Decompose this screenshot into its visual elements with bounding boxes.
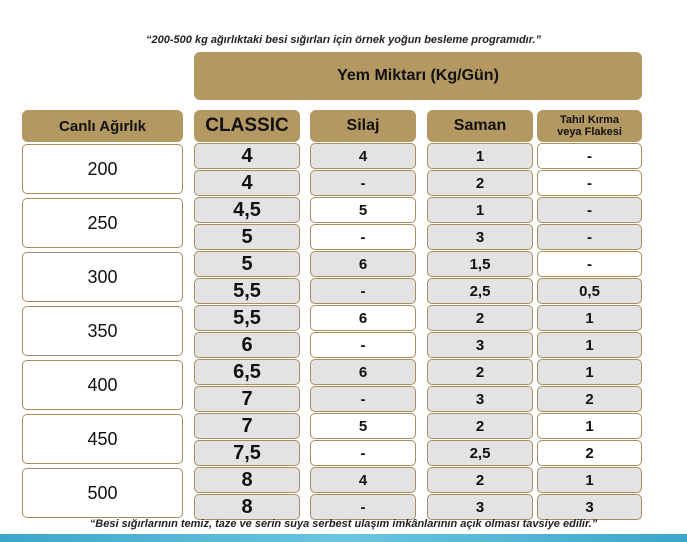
silaj-cell: - bbox=[310, 386, 416, 412]
silaj-cell: 6 bbox=[310, 305, 416, 331]
tahil-cell: 0,5 bbox=[537, 278, 642, 304]
saman-cell: 2 bbox=[427, 467, 533, 493]
weight-cell-250: 250 bbox=[22, 198, 183, 248]
saman-cell: 3 bbox=[427, 332, 533, 358]
classic-cell: 6,5 bbox=[194, 359, 300, 385]
tahil-cell: 2 bbox=[537, 386, 642, 412]
tahil-cell: 3 bbox=[537, 494, 642, 520]
top-note: “200-500 kg ağırlıktaki besi sığırları için örnek yoğun besleme programıdır.” bbox=[146, 34, 541, 46]
silaj-cell: 6 bbox=[310, 359, 416, 385]
classic-cell: 7 bbox=[194, 386, 300, 412]
header-tahil-kirma bbox=[537, 110, 642, 142]
header-silaj: Silaj bbox=[310, 110, 416, 142]
silaj-cell: - bbox=[310, 278, 416, 304]
silaj-cell: 5 bbox=[310, 197, 416, 223]
classic-cell: 5 bbox=[194, 224, 300, 250]
header-canli-agirlik: Canlı Ağırlık bbox=[22, 110, 183, 142]
tahil-cell: 1 bbox=[537, 413, 642, 439]
saman-cell: 1 bbox=[427, 197, 533, 223]
classic-cell: 5,5 bbox=[194, 305, 300, 331]
silaj-cell: - bbox=[310, 170, 416, 196]
tahil-cell: - bbox=[537, 224, 642, 250]
silaj-cell: - bbox=[310, 224, 416, 250]
saman-cell: 2,5 bbox=[427, 278, 533, 304]
weight-cell-400: 400 bbox=[22, 360, 183, 410]
saman-cell: 2 bbox=[427, 170, 533, 196]
bottom-bar bbox=[0, 534, 687, 542]
classic-cell: 7 bbox=[194, 413, 300, 439]
tahil-cell: - bbox=[537, 143, 642, 169]
silaj-cell: - bbox=[310, 494, 416, 520]
weight-cell-500: 500 bbox=[22, 468, 183, 518]
saman-cell: 3 bbox=[427, 224, 533, 250]
silaj-cell: 6 bbox=[310, 251, 416, 277]
group-header-yem-miktari: Yem Miktarı (Kg/Gün) bbox=[194, 52, 642, 100]
saman-cell: 1,5 bbox=[427, 251, 533, 277]
saman-cell: 1 bbox=[427, 143, 533, 169]
classic-cell: 4 bbox=[194, 143, 300, 169]
classic-cell: 7,5 bbox=[194, 440, 300, 466]
classic-cell: 4 bbox=[194, 170, 300, 196]
tahil-cell: - bbox=[537, 251, 642, 277]
header-tahil-line2: veya Flakesi bbox=[557, 126, 622, 138]
saman-cell: 2 bbox=[427, 305, 533, 331]
saman-cell: 3 bbox=[427, 494, 533, 520]
saman-cell: 2 bbox=[427, 359, 533, 385]
silaj-cell: 5 bbox=[310, 413, 416, 439]
tahil-cell: 2 bbox=[537, 440, 642, 466]
header-classic: CLASSIC bbox=[194, 110, 300, 142]
tahil-cell: 1 bbox=[537, 332, 642, 358]
classic-cell: 4,5 bbox=[194, 197, 300, 223]
tahil-cell: 1 bbox=[537, 359, 642, 385]
weight-cell-450: 450 bbox=[22, 414, 183, 464]
tahil-cell: - bbox=[537, 197, 642, 223]
weight-cell-300: 300 bbox=[22, 252, 183, 302]
classic-cell: 8 bbox=[194, 494, 300, 520]
tahil-cell: 1 bbox=[537, 305, 642, 331]
tahil-cell: 1 bbox=[537, 467, 642, 493]
silaj-cell: 4 bbox=[310, 467, 416, 493]
classic-cell: 8 bbox=[194, 467, 300, 493]
weight-cell-350: 350 bbox=[22, 306, 183, 356]
classic-cell: 6 bbox=[194, 332, 300, 358]
weight-cell-200: 200 bbox=[22, 144, 183, 194]
classic-cell: 5 bbox=[194, 251, 300, 277]
silaj-cell: 4 bbox=[310, 143, 416, 169]
header-saman: Saman bbox=[427, 110, 533, 142]
classic-cell: 5,5 bbox=[194, 278, 300, 304]
header-tahil-line1: Tahıl Kırma bbox=[559, 114, 620, 126]
silaj-cell: - bbox=[310, 332, 416, 358]
saman-cell: 2,5 bbox=[427, 440, 533, 466]
silaj-cell: - bbox=[310, 440, 416, 466]
bottom-note: “Besi sığırlarının temiz, taze ve serin suya serbest ulaşım imkânlarının açık olması tavsiye edilir.” bbox=[89, 518, 598, 530]
tahil-cell: - bbox=[537, 170, 642, 196]
saman-cell: 3 bbox=[427, 386, 533, 412]
saman-cell: 2 bbox=[427, 413, 533, 439]
